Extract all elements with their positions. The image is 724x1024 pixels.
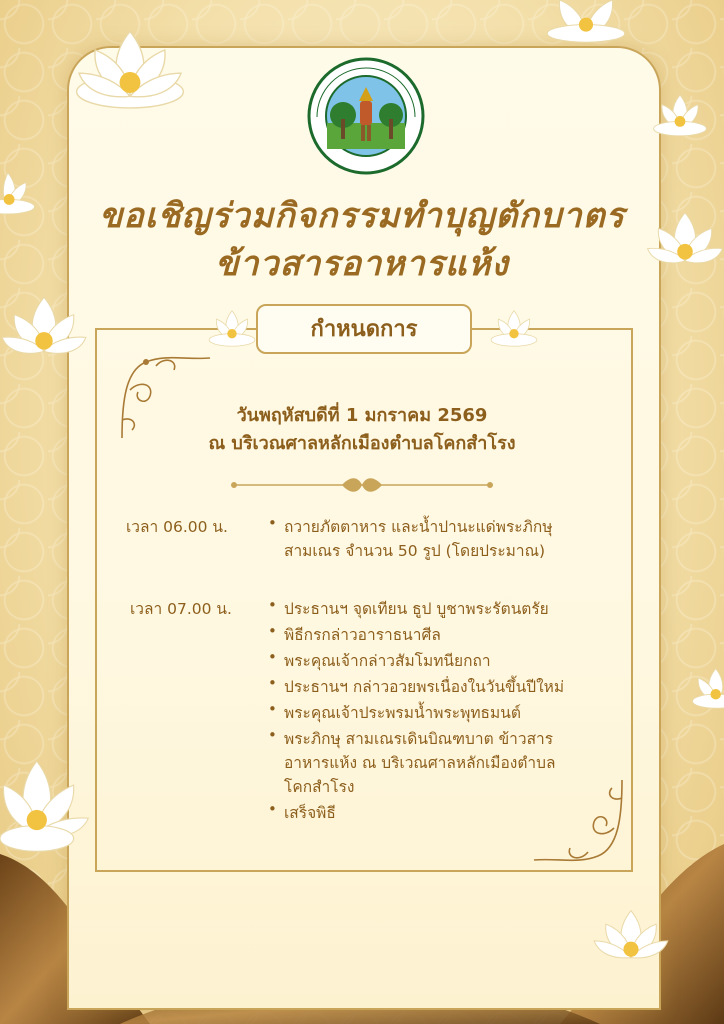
lotus-flower-icon	[690, 664, 724, 714]
schedule-item: พระคุณเจ้าประพรมน้ำพระพุทธมนต์	[284, 704, 521, 722]
event-location: ณ บริเวณศาลหลักเมืองตำบลโคกสำโรง	[208, 433, 516, 454]
schedule-item: เสร็จพิธี	[284, 804, 336, 822]
bullet-icon: •	[268, 726, 277, 744]
lotus-flower-icon	[488, 306, 540, 352]
ornamental-divider	[230, 476, 494, 494]
schedule-item: พระภิกษุ สามเณรเดินบิณฑบาต ข้าวสาร	[284, 730, 554, 748]
lotus-flower-icon	[650, 90, 710, 142]
schedule-time: เวลา 06.00 น.	[126, 518, 228, 536]
lotus-flower-icon	[588, 904, 674, 976]
lotus-flower-icon	[540, 0, 632, 44]
bullet-icon: •	[268, 800, 277, 818]
lotus-flower-icon	[0, 168, 40, 220]
lotus-flower-icon	[0, 292, 88, 374]
bullet-icon: •	[268, 514, 277, 532]
schedule-item: อาหารแห้ง ณ บริเวณศาลหลักเมืองตำบล	[284, 754, 556, 772]
lotus-flower-icon	[0, 752, 92, 866]
lotus-flower-icon	[72, 22, 188, 122]
bullet-icon: •	[268, 648, 277, 666]
schedule-item: สามเณร จำนวน 50 รูป (โดยประมาณ)	[284, 542, 546, 560]
bullet-icon: •	[268, 674, 277, 692]
schedule-heading: กำหนดการ	[310, 316, 418, 342]
schedule-item: พระคุณเจ้ากล่าวสัมโมทนียกถา	[284, 652, 491, 670]
corner-flourish-bottom-right	[528, 776, 628, 868]
schedule-time: เวลา 07.00 น.	[130, 600, 232, 618]
schedule-item: โคกสำโรง	[284, 778, 355, 796]
schedule-item: ประธานฯ กล่าวอวยพรเนื่องในวันขึ้นปีใหม่	[284, 678, 565, 696]
schedule-item: พิธีกรกล่าวอาราธนาศีล	[284, 626, 441, 644]
invitation-title-line1: ขอเชิญร่วมกิจกรรมทำบุญตักบาตร	[99, 196, 625, 236]
schedule-heading-pill	[256, 304, 472, 354]
event-date: วันพฤหัสบดีที่ 1 มกราคม 2569	[236, 405, 488, 426]
schedule-item: ประธานฯ จุดเทียน ธูป บูชาพระรัตนตรัย	[284, 600, 549, 618]
bullet-icon: •	[268, 700, 277, 718]
schedule-item: ถวายภัตตาหาร และน้ำปานะแด่พระภิกษุ	[284, 518, 553, 536]
municipality-seal-logo	[307, 57, 425, 175]
lotus-flower-icon	[206, 306, 258, 352]
invitation-title-line2: ข้าวสารอาหารแห้ง	[215, 244, 509, 284]
bullet-icon: •	[268, 622, 277, 640]
lotus-flower-icon	[646, 204, 724, 290]
bullet-icon: •	[268, 596, 277, 614]
